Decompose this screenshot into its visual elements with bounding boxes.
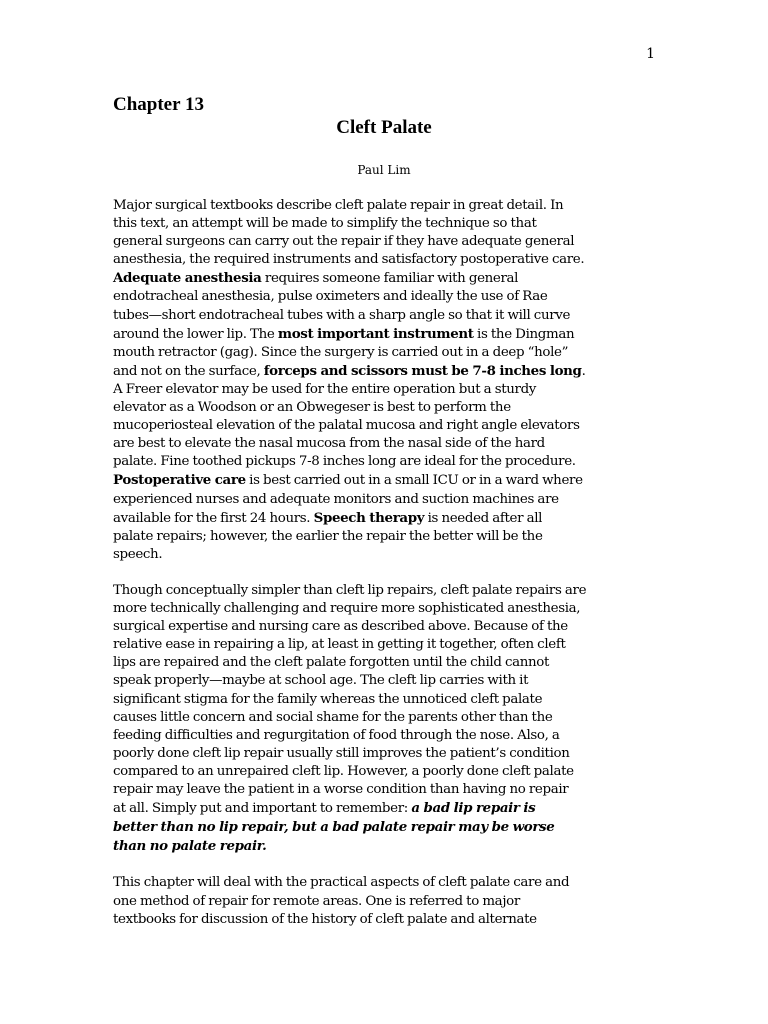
text-run: requires someone familiar with general [261,271,519,287]
text-line [113,509,658,528]
chapter-title: Cleft Palate [336,117,432,138]
text-run: compared to an unrepaired cleft lip. However, a poorly done cleft palate [113,763,574,779]
text-line [113,582,658,600]
text-line [113,837,658,856]
text-line [113,799,658,818]
text-line [113,251,658,269]
text-run: mucoperiosteal elevation of the palatal mucosa and right angle elevators [113,418,580,434]
text-run: around the lower lip. The [113,326,278,342]
text-run: significant stigma for the family whereas the unnoticed cleft palate [113,691,543,707]
text-line [113,471,658,490]
bold-text: Postoperative care [113,472,246,489]
emphasized-text: better than no lip repair, but a bad palate repair may be worse [113,819,555,836]
text-line [113,269,658,288]
text-line [113,781,658,799]
text-run: is needed after all [424,510,543,526]
paragraph [113,874,658,928]
text-run: lips are repaired and the cleft palate forgotten until the child cannot [113,655,550,671]
text-run: . [581,363,586,379]
text-line [113,528,658,546]
text-line [113,654,658,672]
text-line [113,344,658,362]
text-run: available for the first 24 hours. [113,510,314,526]
chapter-heading: Chapter 13 [113,94,204,115]
text-line [113,233,658,251]
text-run: feeding difficulties and regurgitation of food through the nose. Also, a [113,727,560,743]
text-run: more technically challenging and require more sophisticated anesthesia, [113,601,581,617]
text-run: general surgeons can carry out the repair if they have adequate general [113,234,575,250]
text-run: Though conceptually simpler than cleft lip repairs, cleft palate repairs are [113,582,587,598]
text-line [113,636,658,654]
text-run: Major surgical textbooks describe cleft palate repair in great detail. In [113,198,564,213]
bold-text: Adequate anesthesia [113,270,262,287]
text-run: is best carried out in a small ICU or in a ward where [245,473,583,489]
emphasized-text: a bad lip repair is [411,800,536,817]
text-line [113,893,658,911]
text-line [113,709,658,727]
text-line [113,453,658,471]
text-line [113,600,658,618]
text-run: one method of repair for remote areas. One is referred to major [113,893,520,909]
text-line [113,691,658,709]
text-run: poorly done cleft lip repair usually still improves the patient’s condition [113,745,570,761]
text-run: elevator as a Woodson or an Obwegeser is best to perform the [113,400,511,416]
bold-text: forceps and scissors must be 7-8 inches long [263,362,582,379]
text-run: palate repairs; however, the earlier the repair the better will be the [113,528,543,544]
body-text [113,197,658,947]
text-run: speak properly—maybe at school age. The cleft lip carries with it [113,673,529,689]
text-run: mouth retractor (gag). Since the surgery is carried out in a deep “hole” [113,344,569,360]
text-run: is the Dingman [473,326,575,342]
text-run: surgical expertise and nursing care as described above. Because of the [113,619,568,635]
text-line [113,362,658,381]
page-number: 1 [646,46,655,62]
text-line [113,197,658,215]
text-run: experienced nurses and adequate monitors and suction machines are [113,491,559,507]
text-line [113,399,658,417]
emphasized-text: than no palate repair. [113,838,267,855]
text-run: at all. Simply put and important to remember: [113,801,412,817]
text-line [113,325,658,344]
text-run: A Freer elevator may be used for the entire operation but a sturdy [113,381,537,397]
text-run: textbooks for discussion of the history of cleft palate and alternate [113,911,537,927]
text-run: causes little concern and social shame for the parents other than the [113,709,553,725]
text-run: and not on the surface, [113,363,264,379]
bold-text: Speech therapy [313,509,425,526]
text-run: anesthesia, the required instruments and satisfactory postoperative care. [113,252,585,268]
text-run: speech. [113,546,163,562]
text-line [113,618,658,636]
text-line [113,307,658,325]
bold-text: most important instrument [277,325,474,342]
text-run: this text, an attempt will be made to simplify the technique so that [113,216,537,232]
text-line [113,417,658,435]
text-run: This chapter will deal with the practical aspects of cleft palate care and [113,875,570,891]
text-line [113,381,658,399]
paragraph [113,582,658,856]
text-line [113,215,658,233]
text-run: are best to elevate the nasal mucosa from the nasal side of the hard [113,436,545,452]
text-line [113,818,658,837]
text-run: endotracheal anesthesia, pulse oximeters and ideally the use of Rae [113,289,548,305]
text-line [113,546,658,564]
text-line [113,672,658,690]
text-run: relative ease in repairing a lip, at least in getting it together, often cleft [113,637,566,653]
text-run: repair may leave the patient in a worse condition than having no repair [113,782,569,797]
text-line [113,874,658,892]
text-run: palate. Fine toothed pickups 7-8 inches long are ideal for the procedure. [113,454,576,470]
text-line [113,911,658,929]
text-run: tubes—short endotracheal tubes with a sharp angle so that it will curve [113,307,571,323]
text-line [113,288,658,306]
text-line [113,491,658,509]
text-line [113,727,658,745]
author-name: Paul Lim [357,163,411,177]
paragraph [113,197,658,564]
text-line [113,763,658,781]
text-line [113,745,658,763]
text-line [113,435,658,453]
